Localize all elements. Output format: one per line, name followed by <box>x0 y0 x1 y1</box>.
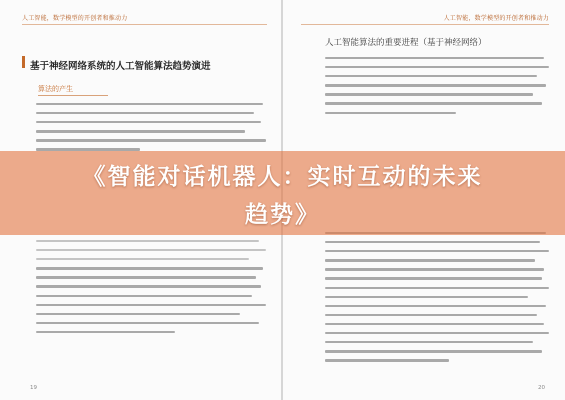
sub-title-rule <box>38 95 108 96</box>
right-section-title: 人工智能算法的重要进程（基于神经网络） <box>325 38 487 48</box>
left-sub-title: 算法的产生 <box>38 85 73 93</box>
right-body-text-top <box>325 57 551 121</box>
right-body-text-bottom <box>325 232 551 368</box>
left-running-header: 人工智能，数学模型的开创者和推动力 <box>22 15 128 22</box>
banner-title-line-1: 《智能对话机器人：实时互动的未来 <box>82 164 483 190</box>
right-page-number: 20 <box>538 385 545 391</box>
right-running-header: 人工智能，数学模型的开创者和推动力 <box>443 15 549 22</box>
left-body-text-top <box>36 103 268 158</box>
left-body-text-bottom <box>36 240 268 340</box>
left-page-number: 19 <box>30 385 37 391</box>
banner-title-line-2: 趋势》 <box>245 202 320 228</box>
right-header-rule <box>301 24 549 25</box>
section-accent-bar <box>22 56 25 68</box>
left-header-rule <box>22 24 267 25</box>
left-section-title: 基于神经网络系统的人工智能算法趋势演进 <box>30 61 211 72</box>
